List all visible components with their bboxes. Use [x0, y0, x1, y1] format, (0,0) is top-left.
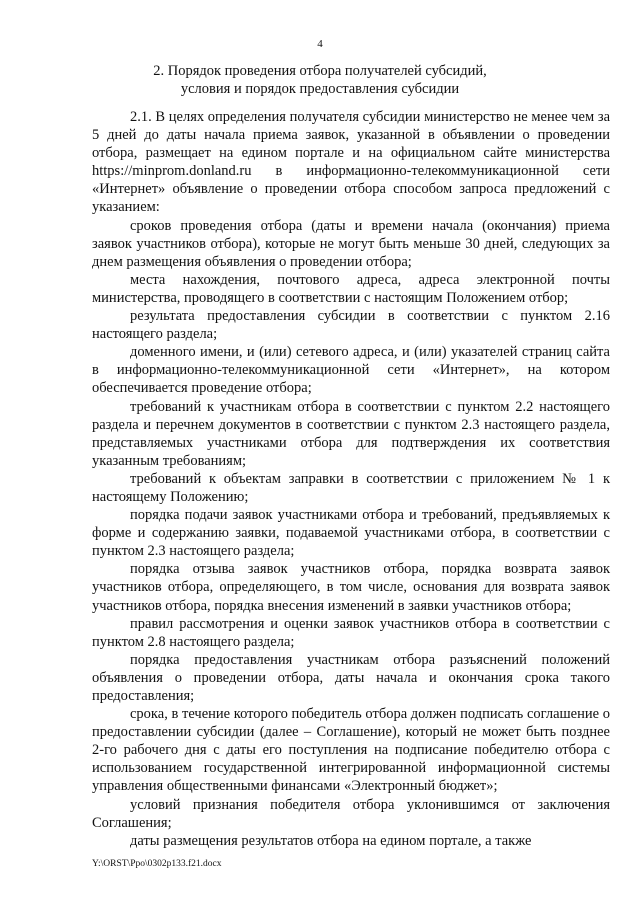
paragraph-evasion: условий признания победителя отбора уклонившимся от заключения Соглашения;: [92, 796, 610, 831]
paragraph-evaluation-rules: правил рассмотрения и оценки заявок участников отбора в соответствии с пунктом 2.8 настоящего раздела;: [92, 615, 610, 650]
paragraph-agreement-deadline: срока, в течение которого победитель отбора должен подписать соглашение о предоставлении субсидии (далее – Соглашение), который не может быть позднее 2-го рабочего дня с даты его поступления на подписание победителю отбора с использованием государственной интегрированной информационной системы управления общественными финансами «Электронный бюджет»;: [92, 706, 610, 795]
paragraph-withdrawal: порядка отзыва заявок участников отбора, порядка возврата заявок участников отбора, определяющего, в том числе, основания для возврата заявок участников отбора, порядка внесения изменений в заявки участников отбора;: [92, 561, 610, 614]
section-title: [80, 62, 560, 98]
paragraph-deadlines: сроков проведения отбора (даты и времени начала (окончания) приема заявок участников отбора), которые не могут быть меньше 30 дней, следующих за днем размещения объявления о проведении отбора;: [92, 217, 610, 270]
section-title-line-1: 2. Порядок проведения отбора получателей субсидий,: [153, 63, 487, 79]
paragraph-result: результата предоставления субсидии в соответствии с пунктом 2.16 настоящего раздела;: [92, 308, 610, 343]
paragraph-participant-requirements: требований к участникам отбора в соответствии с пунктом 2.2 настоящего раздела и перечнем документов в соответствии с пунктом 2.3 настоящего раздела, представляемых участниками отбора для подтверждения их соответствия указанным требованиям;: [92, 398, 610, 469]
paragraph-2-1: 2.1. В целях определения получателя субсидии министерство не менее чем за 5 дней до даты начала приема заявок, указанной в объявлении о проведении отбора, размещает на едином портале и на официальном сайте министерства https://minprom.donland.ru в информационно-телекоммуникационной сети «Интернет» объявление о проведении отбора способом запроса предложений с указанием:: [92, 109, 610, 216]
section-title-line-2: условия и порядок предоставления субсидии: [180, 81, 460, 97]
file-path-footer: Y:\ORST\Ppo\0302p133.f21.docx: [92, 859, 222, 869]
paragraph-application-procedure: порядка подачи заявок участниками отбора и требований, предъявляемых к форме и содержанию заявки, подаваемой участниками отбора, в соответствии с пунктом 2.3 настоящего раздела;: [92, 507, 610, 560]
page-number: 4: [317, 38, 323, 50]
paragraph-clarifications: порядка предоставления участникам отбора разъяснений положений объявления о проведении отбора, даты начала и окончания срока такого предоставления;: [92, 651, 610, 704]
paragraph-results-date: даты размещения результатов отбора на едином портале, а также: [130, 832, 532, 849]
paragraph-location: места нахождения, почтового адреса, адреса электронной почты министерства, проводящего в соответствии с настоящим Положением отбор;: [92, 271, 610, 306]
paragraph-domain: доменного имени, и (или) сетевого адреса, и (или) указателей страниц сайта в информационно-телекоммуникационной сети «Интернет», на котором обеспечивается проведение отбора;: [92, 344, 610, 397]
paragraph-station-requirements: требований к объектам заправки в соответствии с приложением № 1 к настоящему Положению;: [92, 470, 610, 505]
body-text: [92, 108, 610, 850]
